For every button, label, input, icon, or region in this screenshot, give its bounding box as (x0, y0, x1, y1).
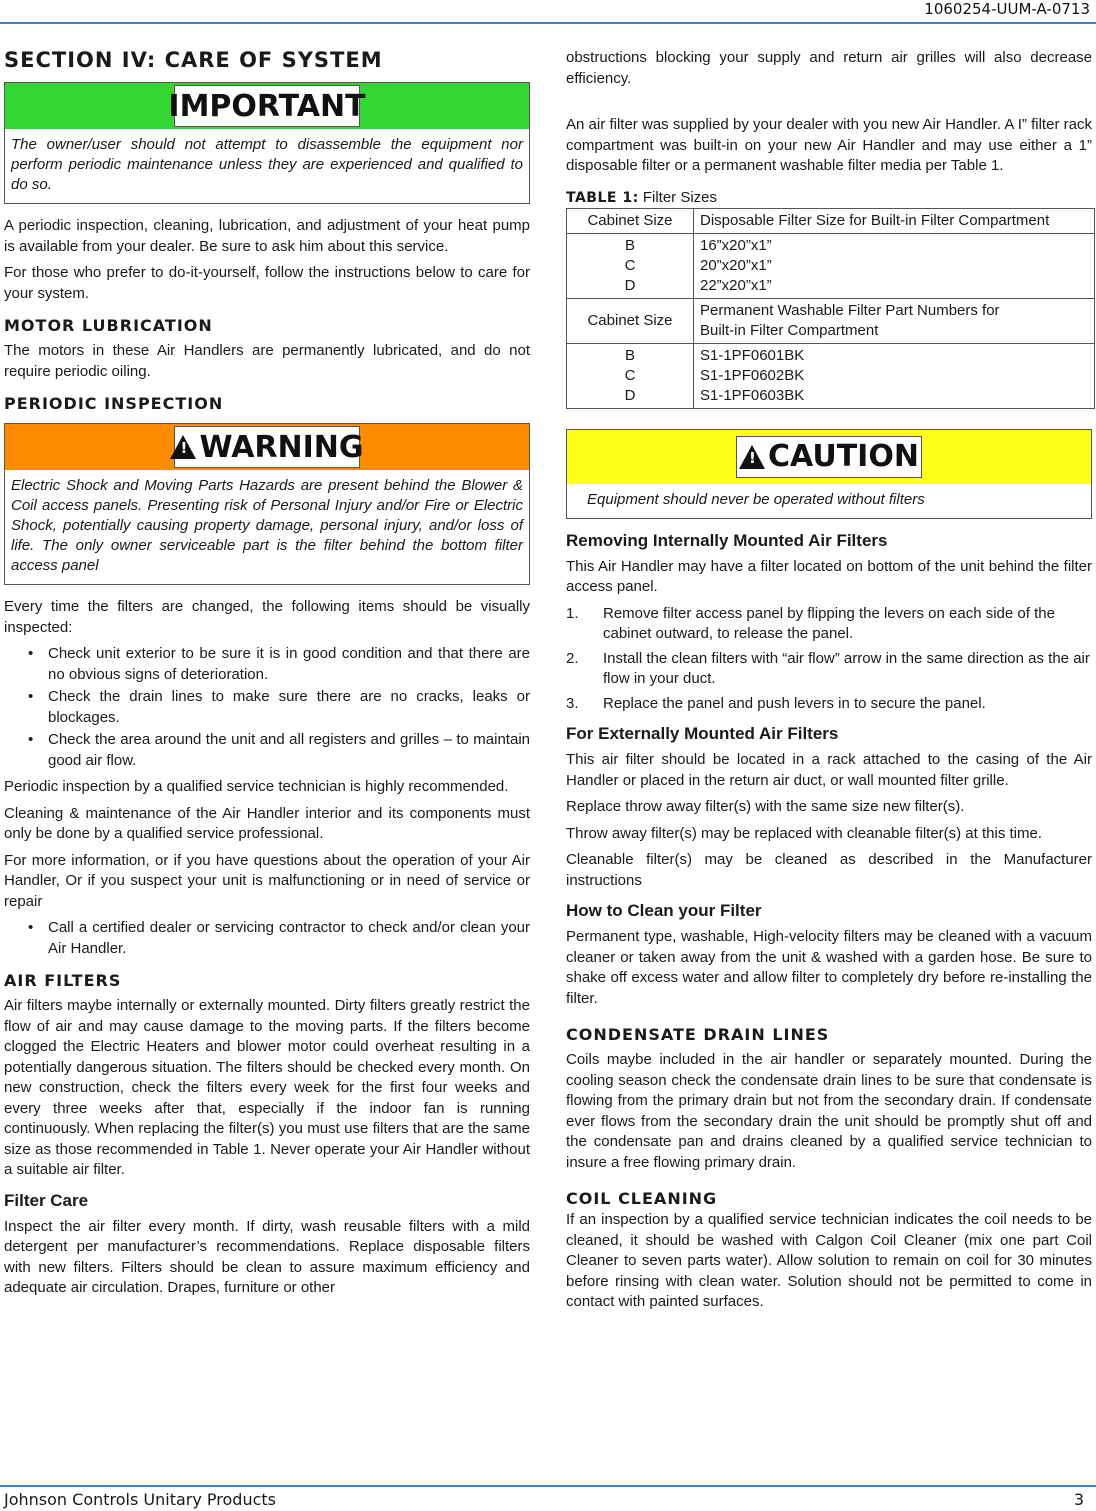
table-row (567, 208, 1095, 233)
filter-sizes-table (566, 208, 1095, 409)
table-header-disposable: Disposable Filter Size for Built-in Filter Compartment (694, 208, 1095, 233)
header-line: Built-in Filter Compartment (700, 321, 879, 339)
caution-label (736, 436, 922, 478)
list-item (566, 649, 1092, 690)
periodic-paragraph-2: Cleaning & maintenance of the Air Handler interior and its components must only be done by a qualified service professional. (4, 804, 530, 842)
list-item: • Call a certified dealer or servicing contractor to check and/or clean your Air Handler. (4, 918, 530, 959)
table-row (567, 298, 1095, 343)
step-text: Install the clean filters with “air flow” arrow in the same direction as the air flow in your duct. (603, 649, 1090, 687)
cabinet-size: B (624, 346, 635, 364)
page-number: 3 (1073, 1490, 1084, 1509)
left-column (4, 48, 530, 1305)
disposable-sizes-cell (694, 233, 1095, 298)
right-column (566, 48, 1092, 1319)
periodic-inspection-heading: PERIODIC INSPECTION (4, 394, 224, 413)
external-paragraph-4: Cleanable filter(s) may be cleaned as described in the Manufacturer instructions (566, 851, 1092, 889)
table-caption (566, 189, 1092, 206)
list-item: • Check the area around the unit and all registers and grilles – to maintain good air flow. (4, 730, 530, 771)
coil-cleaning-heading: COIL CLEANING (566, 1189, 718, 1208)
periodic-paragraph-1: Periodic inspection by a qualified service technician is highly recommended. (4, 778, 509, 795)
periodic-paragraph-3: For more information, or if you have questions about the operation of your Air Handler, Or if you suspect your unit is malfunctioning or in need of service or repair (4, 851, 530, 910)
header-line: Permanent Washable Filter Part Numbers for (700, 301, 1000, 319)
caution-text: Equipment should never be operated without filters (587, 490, 925, 508)
table-header-permanent (694, 298, 1095, 343)
removing-filters-heading: Removing Internally Mounted Air Filters (566, 530, 888, 550)
step-text: Remove filter access panel by flipping the levers on each side of the cabinet outward, to release the panel. (603, 604, 1055, 642)
part-numbers-cell (694, 343, 1095, 408)
step-number: 1. (566, 604, 579, 622)
cabinet-size: C (624, 366, 636, 384)
cabinet-sizes-cell (567, 233, 694, 298)
caution-box (566, 429, 1092, 519)
table-header-cabinet: Cabinet Size (567, 208, 694, 233)
external-filters-heading: For Externally Mounted Air Filters (566, 724, 839, 743)
clean-filter-text: Permanent type, washable, High-velocity filters may be cleaned with a vacuum cleaner or taken away from the unit & washed with a garden hose. Be sure to shake off excess water and allow filter to completely dry before re-installing the filter. (566, 928, 1092, 1007)
list-item (566, 694, 1092, 715)
clean-filter-heading: How to Clean your Filter (566, 901, 762, 920)
important-box (4, 82, 530, 204)
inspection-checklist (4, 644, 530, 771)
cabinet-sizes-cell (567, 343, 694, 408)
document-number: 1060254-UUM-A-0713 (924, 0, 1090, 18)
footer-rule (0, 1485, 1096, 1487)
filter-care-continued: obstructions blocking your supply and return air grilles will also decrease efficiency. (566, 49, 1092, 87)
cabinet-size: D (624, 386, 636, 404)
part-number: S1-1PF0601BK (700, 346, 805, 364)
important-label: IMPORTANT (174, 85, 360, 127)
air-filters-text: Air filters maybe internally or externally mounted. Dirty filters greatly restrict the flow of air and may cause damage to the moving parts. If the filters become clogged the Electric Heaters and blower motor could overheat resulting in a potentially dangerous situation. The filters should be checked every month. On new construction, check the filters every week for the first four weeks and every three weeks after that, especially if the indoor fan is running continuously. When replacing the filter(s) you must use filters that are the same size as those recommended in Table 1. Never operate your Air Handler without a suitable air filter. (4, 997, 530, 1178)
service-list (4, 918, 530, 959)
cabinet-size: B (624, 236, 635, 254)
intro-paragraph-1: A periodic inspection, cleaning, lubrication, and adjustment of your heat pump is available from your dealer. Be sure to ask him about this service. (4, 217, 530, 255)
header-rule (0, 22, 1096, 24)
external-paragraph-1: This air filter should be located in a rack attached to the casing of the Air Handler or placed in the return air duct, or wall mounted filter grille. (566, 751, 1092, 789)
filter-care-heading: Filter Care (4, 1190, 89, 1210)
list-item (566, 604, 1092, 645)
inspection-intro: Every time the filters are changed, the following items should be visually inspected: (4, 598, 530, 636)
section-title: SECTION IV: CARE OF SYSTEM (4, 48, 383, 72)
part-number: S1-1PF0602BK (700, 366, 805, 384)
filter-size: 16”x20”x1” (700, 236, 772, 254)
table-caption-label: TABLE 1: (566, 189, 639, 206)
external-paragraph-3: Throw away filter(s) may be replaced with cleanable filter(s) at this time. (566, 824, 1043, 842)
step-text: Replace the panel and push levers in to secure the panel. (603, 694, 986, 712)
removing-filters-text: This Air Handler may have a filter located on bottom of the unit behind the filter access panel. (566, 557, 1092, 595)
list-item: • Check the drain lines to make sure there are no cracks, leaks or blockages. (4, 687, 530, 728)
warning-box (4, 423, 530, 585)
alert-triangle-icon (739, 445, 765, 469)
table-header-cabinet-2: Cabinet Size (567, 298, 694, 343)
footer-company: Johnson Controls Unitary Products (4, 1490, 276, 1509)
coil-cleaning-text: If an inspection by a qualified service technician indicates the coil needs to be cleaned, it should be washed with Calgon Coil Cleaner (mix one part Coil Cleaner to seven parts water). Allow solution to remain on coil for 30 minutes before rinsing with clean water. Solution should not be permitted to come in contact with painted surfaces. (566, 1211, 1092, 1310)
part-number: S1-1PF0603BK (700, 386, 805, 404)
condensate-heading: CONDENSATE DRAIN LINES (566, 1025, 830, 1044)
caution-band (567, 430, 1091, 484)
removing-steps (566, 604, 1092, 715)
filter-care-text: Inspect the air filter every month. If dirty, wash reusable filters with a mild detergent per manufacturer’s recommendations. Replace disposable filters with new filters. Filters should be clean to assure maximum efficiency and adequate air circulation. Drapes, furniture or other (4, 1217, 530, 1296)
warning-label (174, 426, 364, 468)
condensate-text: Coils maybe included in the air handler or separately mounted. During the cooling season check the condensate drain lines to be sure that condensate is flowing from the primary drain but not from the secondary drain. If condensate ever flows from the secondary drain the unit should be promptly shut off and the condensate pan and drains cleaned by a qualified service technician to insure a free flowing primary drain. (566, 1051, 1092, 1171)
motor-lubrication-heading: MOTOR LUBRICATION (4, 316, 213, 335)
table-row (567, 343, 1095, 408)
warning-text: Electric Shock and Moving Parts Hazards are present behind the Blower & Coil access panels. Presenting risk of Personal Injury and/or Fire or Electric Shock, potentially causing property damage, personal injury, and/or loss of life. The only owner serviceable part is the filter behind the bottom filter access panel (11, 477, 523, 574)
motor-lubrication-text: The motors in these Air Handlers are permanently lubricated, and do not require periodic oiling. (4, 342, 530, 380)
air-filters-heading: AIR FILTERS (4, 971, 122, 990)
alert-triangle-icon (170, 435, 196, 459)
important-text: The owner/user should not attempt to disassemble the equipment nor perform periodic maintenance unless they are experienced and qualified to do so. (11, 136, 523, 193)
warning-band (5, 424, 529, 470)
step-number: 3. (566, 694, 579, 712)
list-item: • Check unit exterior to be sure it is in good condition and that there are no obvious signs of deterioration. (4, 644, 530, 685)
intro-paragraph-2: For those who prefer to do-it-yourself, follow the instructions below to care for your system. (4, 264, 530, 302)
filter-size: 20”x20”x1” (700, 256, 772, 274)
important-band (5, 83, 529, 129)
table-caption-text: Filter Sizes (642, 188, 718, 206)
cabinet-size: D (624, 276, 636, 294)
caution-label-text: CAUTION (768, 439, 919, 474)
table-row (567, 233, 1095, 298)
step-number: 2. (566, 649, 579, 667)
supplied-filter-text: An air filter was supplied by your dealer with you new Air Handler. A I” filter rack compartment was built-in on your new Air Handler and may use either a 1” disposable filter or a permanent washable filter media per Table 1. (566, 116, 1092, 174)
warning-label-text: WARNING (199, 429, 364, 465)
external-paragraph-2: Replace throw away filter(s) with the same size new filter(s). (566, 798, 965, 815)
filter-size: 22”x20”x1” (700, 276, 772, 294)
cabinet-size: C (624, 256, 636, 274)
